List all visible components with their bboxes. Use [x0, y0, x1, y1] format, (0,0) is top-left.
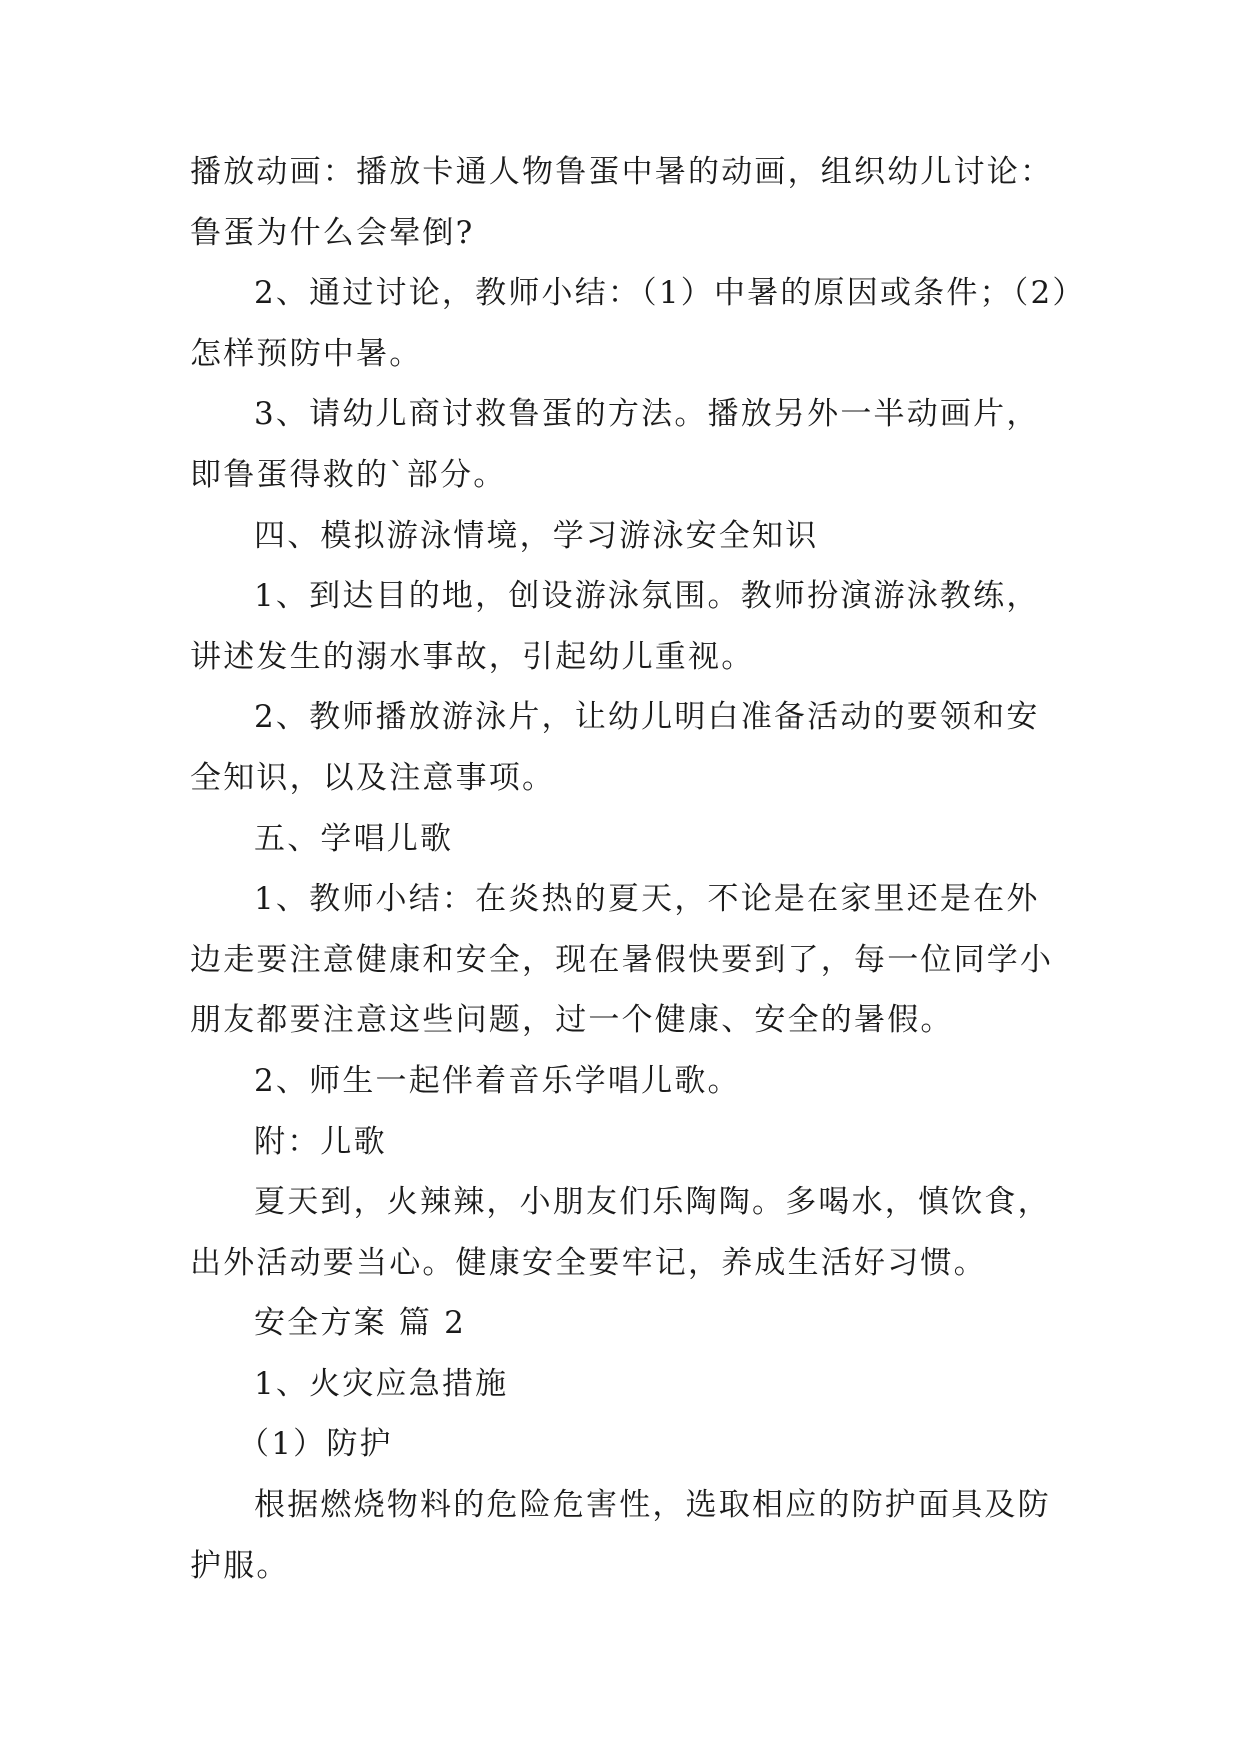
paragraph-line: 夏天到，火辣辣，小朋友们乐陶陶。多喝水，慎饮食， [254, 1184, 1051, 1221]
paragraph-line: 1、教师小结：在炎热的夏天，不论是在家里还是在外 [254, 881, 1040, 918]
paragraph-line: 2、教师播放游泳片，让幼儿明白准备活动的要领和安 [254, 699, 1040, 736]
paragraph-line: 3、请幼儿商讨救鲁蛋的方法。播放另外一半动画片， [254, 396, 1040, 433]
paragraph-line: 即鲁蛋得救的`部分。 [190, 456, 507, 493]
paragraph-line: 边走要注意健康和安全，现在暑假快要到了，每一位同学小 [190, 941, 1054, 978]
paragraph-line: 附：儿歌 [254, 1123, 387, 1160]
paragraph-line: 全知识，以及注意事项。 [190, 759, 556, 796]
paragraph-line: 怎样预防中暑。 [190, 335, 423, 372]
paragraph-line: 1、火灾应急措施 [254, 1365, 509, 1402]
paragraph-line: 出外活动要当心。健康安全要牢记，养成生活好习惯。 [190, 1244, 987, 1281]
paragraph-line: 2、通过讨论，教师小结：（1）中暑的原因或条件；（2） [254, 275, 1086, 312]
paragraph-line: 讲述发生的溺水事故，引起幼儿重视。 [190, 638, 755, 675]
section-heading: 五、学唱儿歌 [254, 820, 454, 857]
paragraph-line: 根据燃烧物料的危险危害性，选取相应的防护面具及防 [254, 1487, 1051, 1524]
paragraph-line: 护服。 [190, 1547, 290, 1584]
paragraph-line: 1、到达目的地，创设游泳氛围。教师扮演游泳教练， [254, 578, 1040, 615]
paragraph-line: 鲁蛋为什么会晕倒? [190, 214, 475, 251]
section-heading: 安全方案 篇 2 [254, 1305, 467, 1342]
paragraph-line: 朋友都要注意这些问题，过一个健康、安全的暑假。 [190, 1002, 954, 1039]
section-heading: 四、模拟游泳情境，学习游泳安全知识 [254, 517, 819, 554]
document-body [190, 154, 1086, 1611]
paragraph-line: 播放动画：播放卡通人物鲁蛋中暑的动画，组织幼儿讨论： [190, 154, 1054, 190]
paragraph-line: （1）防护 [238, 1426, 393, 1463]
paragraph-line: 2、师生一起伴着音乐学唱儿歌。 [254, 1062, 741, 1099]
